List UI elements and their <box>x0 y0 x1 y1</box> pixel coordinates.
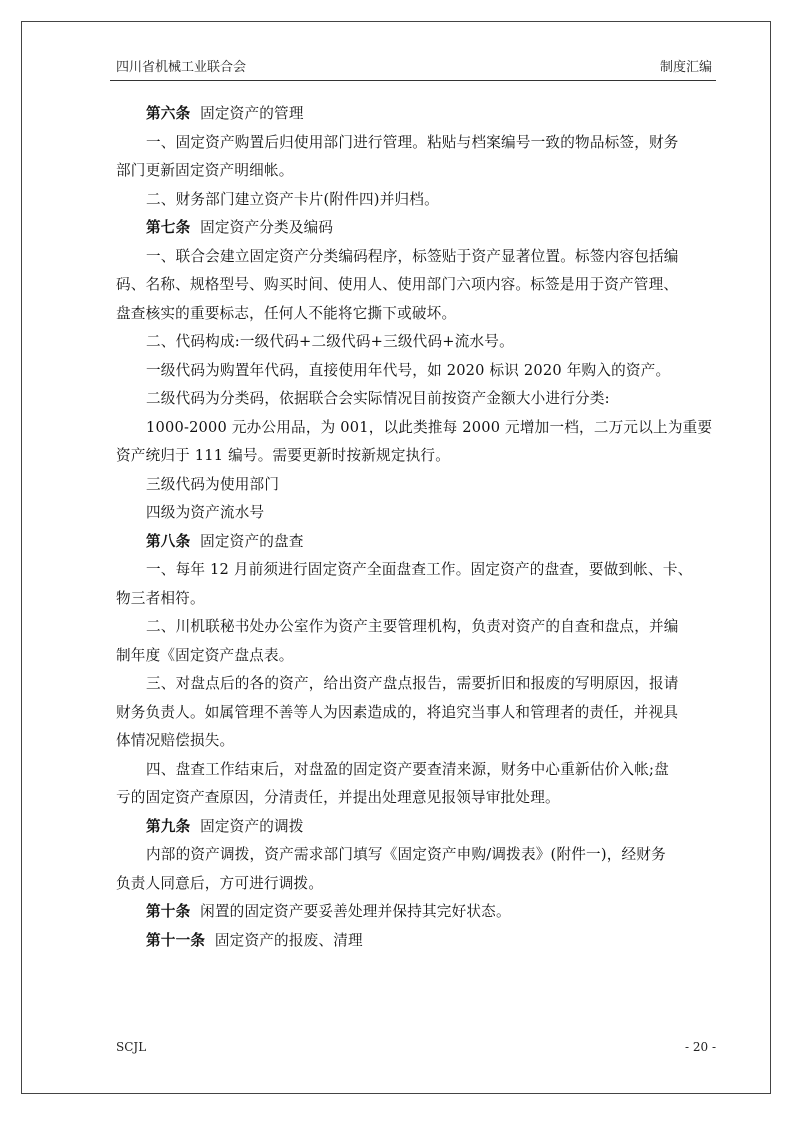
article-number: 第十一条 <box>146 931 206 949</box>
line-text: 固定资产的调拨 <box>200 817 304 835</box>
article-heading <box>116 528 716 557</box>
footer-code: SCJL <box>116 1040 147 1054</box>
header-divider <box>110 80 716 81</box>
line-text: 盘查核实的重要标志，任何人不能将它撕下或破坏。 <box>116 304 457 322</box>
paragraph-line <box>116 784 716 813</box>
line-text: 一、联合会建立固定资产分类编码程序，标签贴于资产显著位置。标签内容包括编 <box>146 247 679 265</box>
paragraph-line <box>116 357 716 386</box>
paragraph-line <box>116 499 716 528</box>
paragraph-line <box>116 471 716 500</box>
article-number: 第九条 <box>146 817 191 835</box>
paragraph-line <box>116 271 716 300</box>
paragraph-line <box>116 727 716 756</box>
article-number: 第八条 <box>146 532 191 550</box>
line-text: 1000-2000 元办公用品，为 001，以此类推每 2000 元增加一档，二万元以上为重要 <box>146 418 713 436</box>
line-text: 码、名称、规格型号、购买时间、使用人、使用部门六项内容。标签是用于资产管理、 <box>116 276 679 293</box>
line-text: 固定资产分类及编码 <box>200 219 334 236</box>
line-text: 二、财务部门建立资产卡片(附件四)并归档。 <box>146 190 439 208</box>
article-heading <box>116 898 716 927</box>
line-text: 一、每年 12 月前须进行固定资产全面盘查工作。固定资产的盘查，要做到帐、卡、 <box>146 561 693 578</box>
paragraph-line <box>116 670 716 699</box>
line-text: 固定资产的盘查 <box>200 532 304 550</box>
paragraph-line <box>116 841 716 870</box>
line-text: 制年度《固定资产盘点表。 <box>116 646 294 664</box>
article-heading <box>116 214 716 243</box>
line-text: 一级代码为购置年代码，直接使用年代号，如 2020 标识 2020 年购入的资产。 <box>146 361 671 379</box>
line-text: 部门更新固定资产明细帐。 <box>116 162 294 179</box>
article-number: 第六条 <box>146 105 191 122</box>
line-text: 二、川机联秘书处办公室作为资产主要管理机构，负责对资产的自查和盘点，并编 <box>146 618 679 635</box>
paragraph-line <box>116 243 716 272</box>
line-text: 资产统归于 111 编号。需要更新时按新规定执行。 <box>116 447 451 464</box>
line-text: 四、盘查工作结束后，对盘盈的固定资产要查清来源，财务中心重新估价入帐;盘 <box>146 760 669 778</box>
line-text: 三、对盘点后的各的资产，给出资产盘点报告，需要折旧和报废的写明原因，报请 <box>146 675 679 692</box>
line-text: 体情况赔偿损失。 <box>116 732 235 749</box>
page-header <box>116 56 712 78</box>
page-footer <box>116 1040 716 1060</box>
article-heading <box>116 100 716 129</box>
paragraph-line <box>116 129 716 158</box>
paragraph-line <box>116 414 716 443</box>
article-heading <box>116 927 716 956</box>
document-body <box>116 100 716 955</box>
page-number: - 20 - <box>684 1040 716 1054</box>
paragraph-line <box>116 442 716 471</box>
line-text: 三级代码为使用部门 <box>146 475 280 493</box>
line-text: 二、代码构成:一级代码+二级代码+三级代码+流水号。 <box>146 333 514 350</box>
line-text: 负责人同意后，方可进行调拨。 <box>116 874 324 892</box>
paragraph-line <box>116 328 716 357</box>
line-text: 四级为资产流水号 <box>146 504 265 521</box>
paragraph-line <box>116 613 716 642</box>
line-text: 一、固定资产购置后归使用部门进行管理。粘贴与档案编号一致的物品标签，财务 <box>146 133 679 151</box>
line-text: 固定资产的报废、清理 <box>214 931 363 949</box>
header-section: 制度汇编 <box>659 60 712 75</box>
paragraph-line <box>116 585 716 614</box>
line-text: 闲置的固定资产要妥善处理并保持其完好状态。 <box>200 903 511 920</box>
paragraph-line <box>116 300 716 329</box>
paragraph-line <box>116 157 716 186</box>
article-number: 第七条 <box>146 219 191 236</box>
line-text: 二级代码为分类码，依据联合会实际情况目前按资产金额大小进行分类: <box>146 390 610 407</box>
paragraph-line <box>116 186 716 215</box>
line-text: 固定资产的管理 <box>200 105 304 122</box>
paragraph-line <box>116 556 716 585</box>
paragraph-line <box>116 642 716 671</box>
article-number: 第十条 <box>146 903 191 920</box>
paragraph-line <box>116 870 716 899</box>
line-text: 内部的资产调拨，资产需求部门填写《固定资产申购/调拨表》(附件一)，经财务 <box>146 846 666 863</box>
line-text: 财务负责人。如属管理不善等人为因素造成的，将追究当事人和管理者的责任，并视具 <box>116 703 679 721</box>
article-heading <box>116 813 716 842</box>
paragraph-line <box>116 756 716 785</box>
paragraph-line <box>116 385 716 414</box>
line-text: 物三者相符。 <box>116 589 205 607</box>
line-text: 亏的固定资产查原因，分清责任，并提出处理意见报领导审批处理。 <box>116 789 560 806</box>
header-organization: 四川省机械工业联合会 <box>116 60 247 75</box>
paragraph-line <box>116 699 716 728</box>
